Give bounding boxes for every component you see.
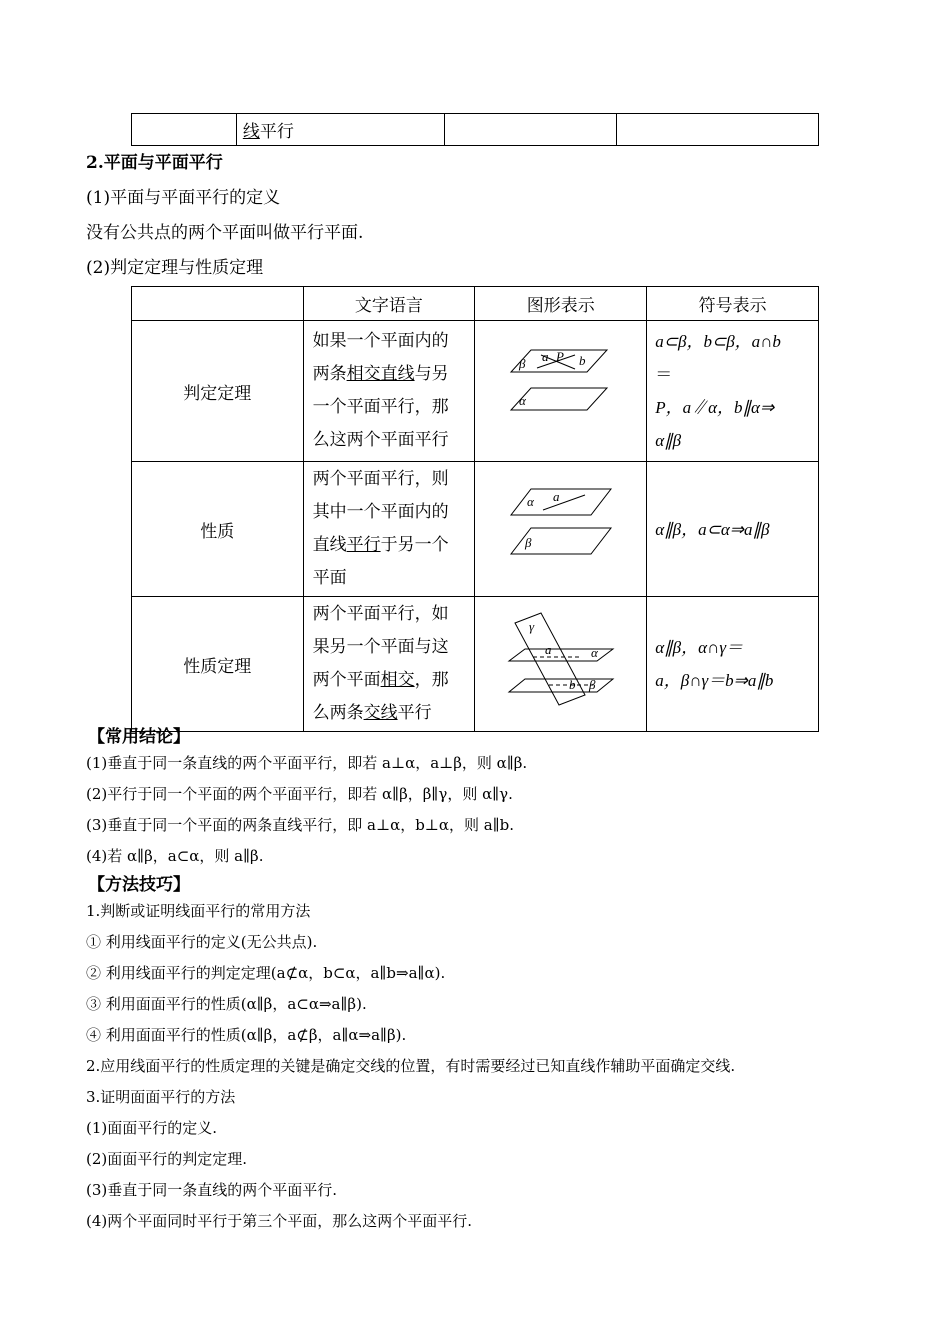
- figure-label: a: [542, 349, 549, 364]
- theorem-table: [131, 286, 819, 732]
- subheading: (1)平面与平面平行的定义: [86, 188, 281, 208]
- conclusion-item: (3)垂直于同一个平面的两条直线平行，即 a⊥α，b⊥α，则 a∥b.: [86, 816, 515, 834]
- header-cell: [132, 287, 304, 321]
- definition-text: 没有公共点的两个平面叫做平行平面.: [86, 223, 364, 243]
- previous-table-fragment: [131, 113, 819, 146]
- header-cell: 符号表示: [647, 287, 819, 321]
- figure-cell: [475, 321, 647, 462]
- method-item: (2)面面平行的判定定理.: [86, 1150, 248, 1168]
- figure-label: β: [525, 535, 532, 550]
- header-cell: 文字语言: [303, 287, 475, 321]
- text-language-cell: 两个平面平行，则 其中一个平面内的 直线平行于另一个 平面: [303, 462, 475, 597]
- figure-label: β: [519, 356, 526, 371]
- figure-label: a: [553, 489, 560, 504]
- two-planes-intersecting-lines-figure: [475, 321, 646, 457]
- symbol-cell: α∥β，a⊂α⇒a∥β: [647, 462, 819, 597]
- method-item: (4)两个平面同时平行于第三个平面，那么这两个平面平行.: [86, 1212, 473, 1230]
- table-header-row: [132, 287, 819, 321]
- method-item: ① 利用线面平行的定义(无公共点).: [86, 933, 318, 951]
- common-conclusions-title: 【常用结论】: [88, 727, 190, 747]
- section-title: 2.平面与平面平行: [86, 153, 223, 173]
- text-language-cell: 两个平面平行，如 果另一个平面与这 两个平面相交，那 么两条交线平行: [303, 597, 475, 732]
- figure-label: γ: [529, 619, 535, 634]
- cell: [444, 114, 617, 146]
- figure-label: β: [589, 677, 596, 692]
- cell: [617, 114, 819, 146]
- symbol-cell: α∥β，α∩γ＝ a，β∩γ＝b⇒a∥b: [647, 597, 819, 732]
- row-name: 性质定理: [132, 597, 304, 732]
- method-item: (3)垂直于同一条直线的两个平面平行.: [86, 1181, 338, 1199]
- table-row: [132, 462, 819, 597]
- figure-label: a: [545, 642, 552, 657]
- figure-cell: [475, 597, 647, 732]
- row-name: 判定定理: [132, 321, 304, 462]
- cell: 线平行: [236, 114, 444, 146]
- figure-label: α: [519, 393, 527, 408]
- header-cell: 图形表示: [475, 287, 647, 321]
- method-item: 3.证明面面平行的方法: [86, 1088, 236, 1106]
- methods-title: 【方法技巧】: [88, 875, 190, 895]
- figure-label: b: [569, 677, 576, 692]
- parallel-planes-line-figure: [475, 462, 646, 592]
- third-plane-cutting-parallel-planes-figure: [475, 597, 646, 727]
- conclusion-item: (1)垂直于同一条直线的两个平面平行，即若 a⊥α，a⊥β，则 α∥β.: [86, 754, 528, 772]
- figure-cell: [475, 462, 647, 597]
- subheading: (2)判定定理与性质定理: [86, 258, 264, 278]
- table-row: [132, 321, 819, 462]
- method-item: ④ 利用面面平行的性质(α∥β，a⊄β，a∥α⇒a∥β).: [86, 1026, 407, 1044]
- method-item: ② 利用线面平行的判定定理(a⊄α，b⊂α，a∥b⇒a∥α).: [86, 964, 446, 982]
- figure-label: P: [556, 349, 565, 364]
- conclusion-item: (4)若 α∥β，a⊂α，则 a∥β.: [86, 847, 264, 865]
- symbol-cell: a⊂β，b⊂β，a∩b ＝ P，a∥α，b∥α⇒ α∥β: [647, 321, 819, 462]
- method-item: ③ 利用面面平行的性质(α∥β，a⊂α⇒a∥β).: [86, 995, 367, 1013]
- row-name: 性质: [132, 462, 304, 597]
- conclusion-item: (2)平行于同一个平面的两个平面平行，即若 α∥β，β∥γ，则 α∥γ.: [86, 785, 513, 803]
- figure-label: α: [591, 645, 599, 660]
- figure-label: b: [579, 353, 586, 368]
- table-row: [132, 597, 819, 732]
- cell: [132, 114, 237, 146]
- figure-label: α: [527, 494, 535, 509]
- method-item: 2.应用线面平行的性质定理的关键是确定交线的位置，有时需要经过已知直线作辅助平面确定交线.: [86, 1057, 736, 1075]
- method-item: (1)面面平行的定义.: [86, 1119, 218, 1137]
- method-item: 1.判断或证明线面平行的常用方法: [86, 902, 311, 920]
- text-language-cell: 如果一个平面内的 两条相交直线与另 一个平面平行，那 么这两个平面平行: [303, 321, 475, 462]
